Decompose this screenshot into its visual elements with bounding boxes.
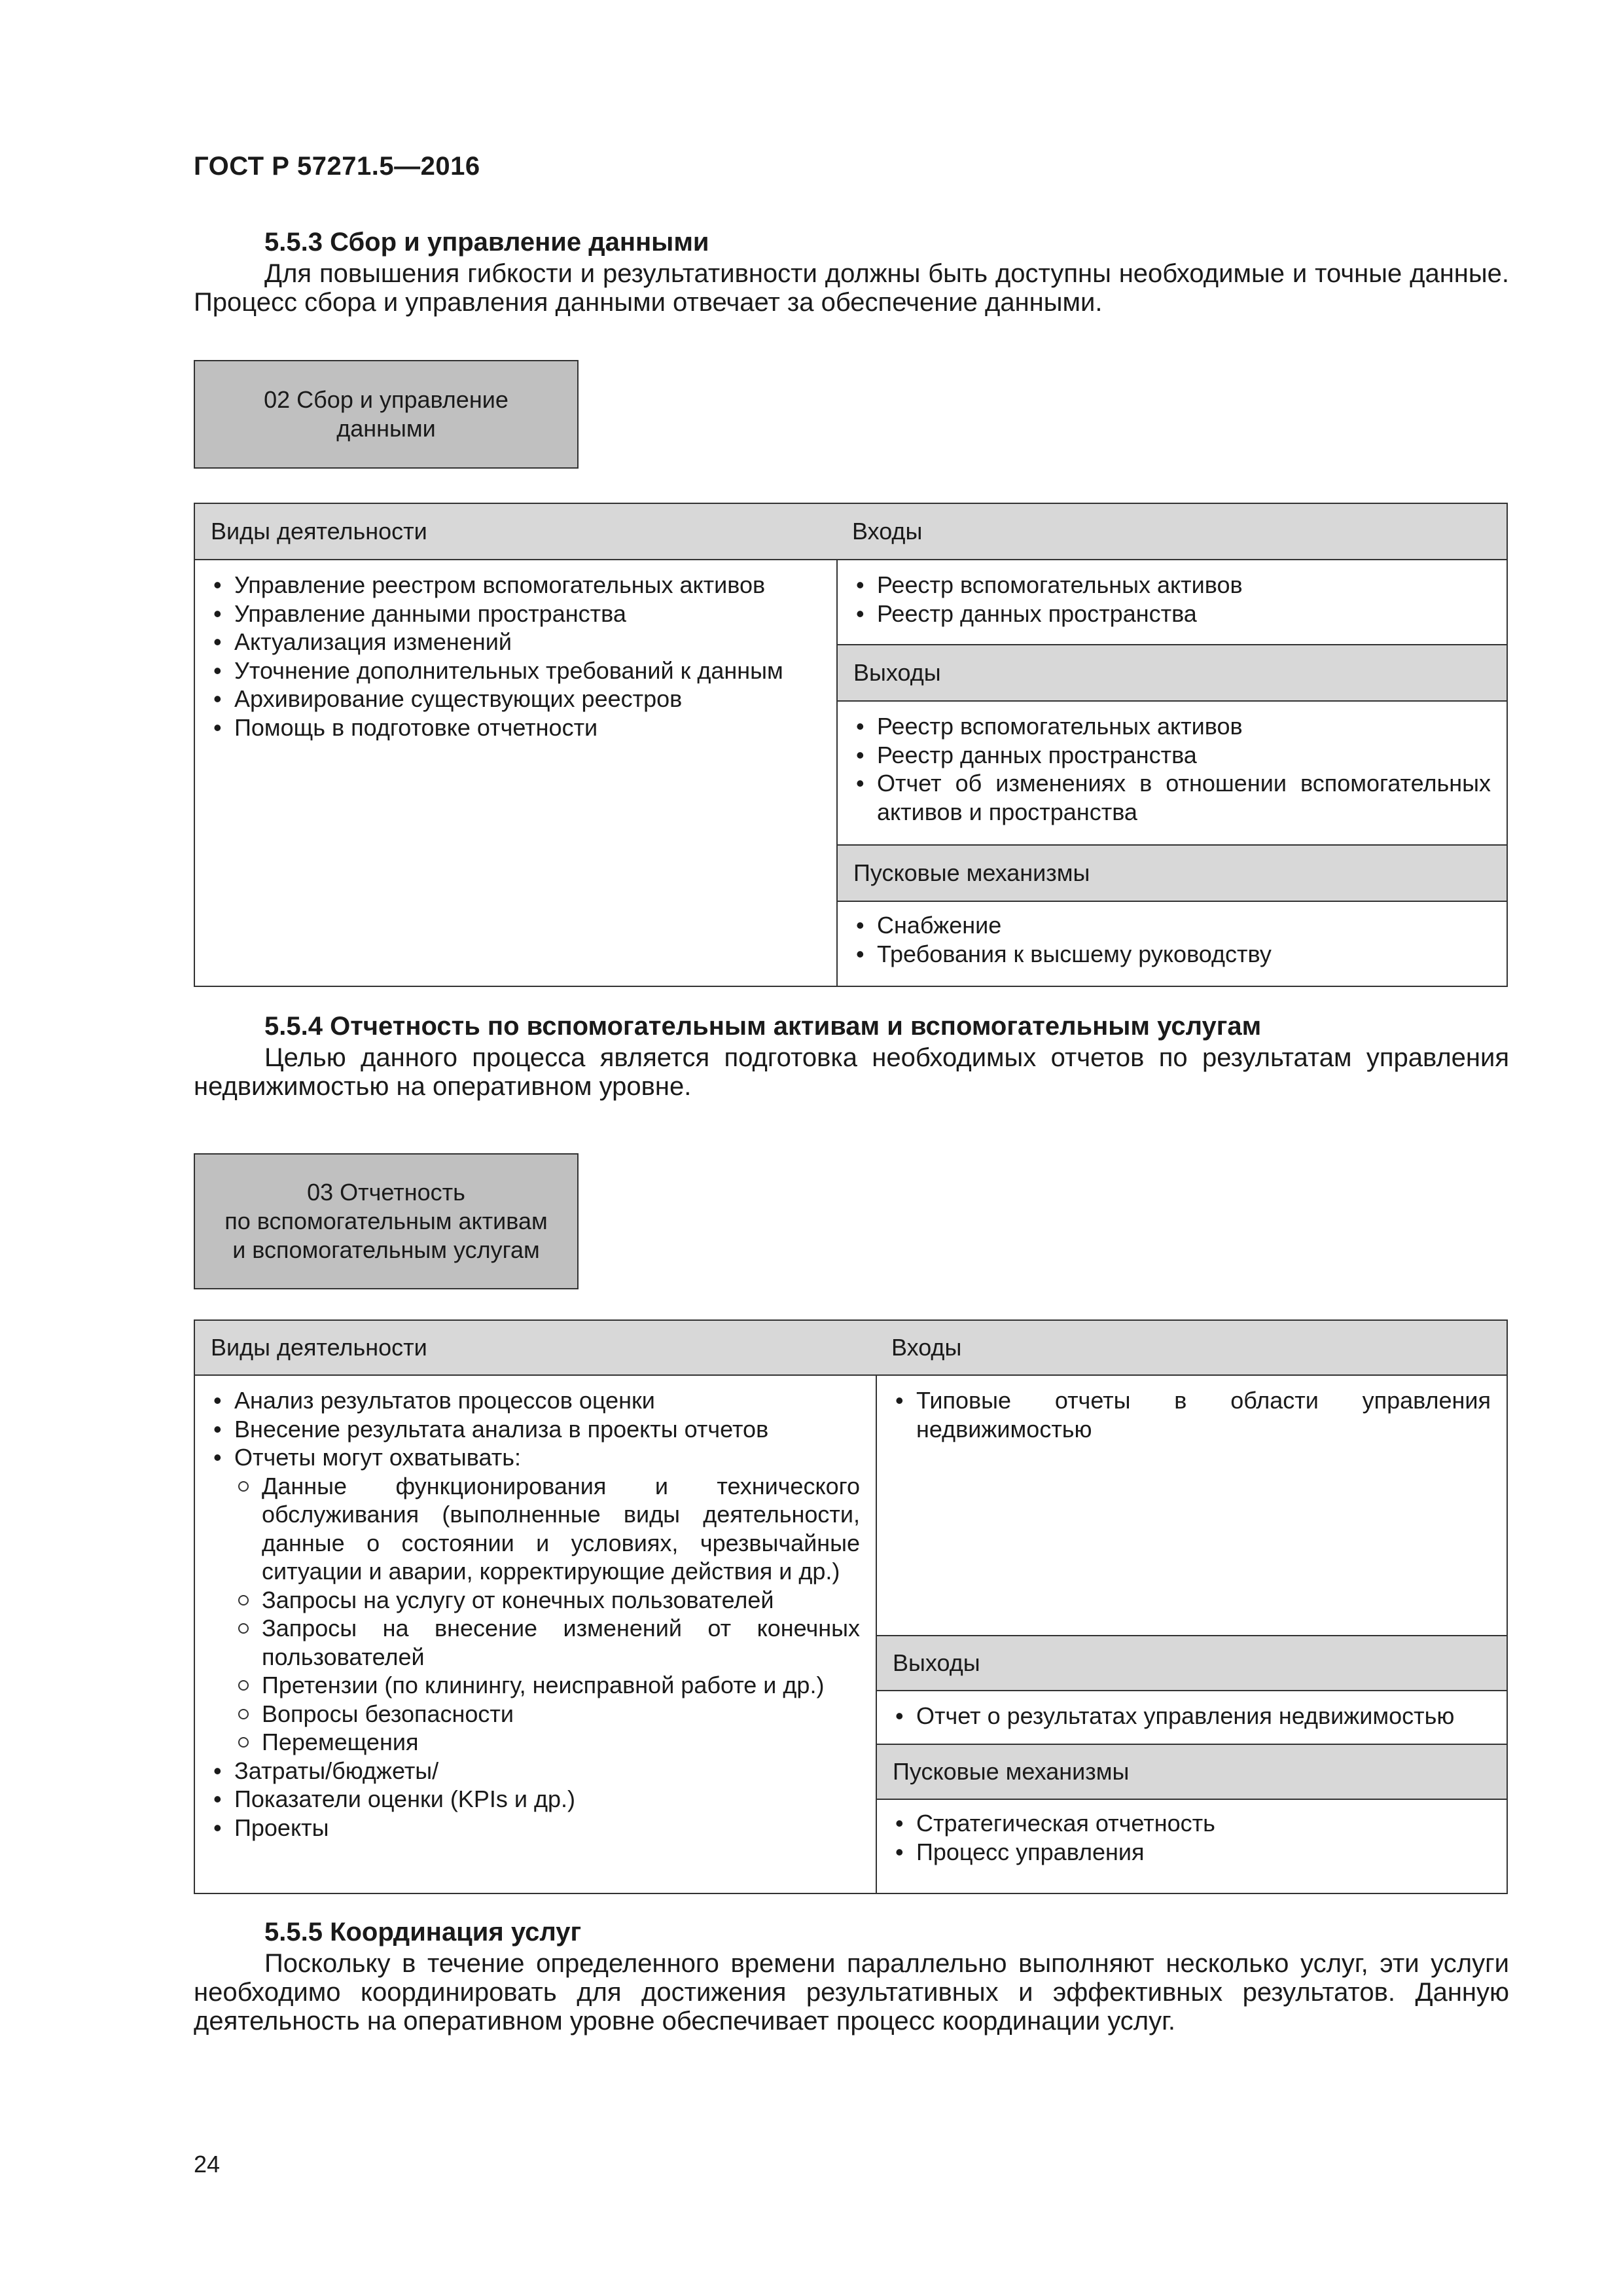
sublist-item: Вопросы безопасности bbox=[195, 1700, 860, 1729]
report-scope-sublist bbox=[195, 1472, 860, 1757]
list-item: • Стратегическая отчетность bbox=[877, 1809, 1493, 1838]
activities-list bbox=[195, 1386, 860, 1472]
outputs-header: Выходы bbox=[838, 644, 1507, 702]
list-item: • Требования к высшему руководству bbox=[838, 940, 1493, 969]
list-item: • Проекты bbox=[195, 1814, 860, 1842]
document-header: ГОСТ Р 57271.5—2016 bbox=[194, 152, 480, 181]
list-item: • Отчет об изменениях в отношении вспомогательных активов и пространства bbox=[838, 769, 1491, 826]
list-item: • Снабжение bbox=[838, 911, 1493, 940]
activities-cell bbox=[195, 571, 836, 742]
list-item: • Затраты/бюджеты/ bbox=[195, 1757, 860, 1785]
activities-header: Виды деятельности bbox=[195, 1321, 876, 1376]
outputs-list bbox=[877, 1702, 1496, 1731]
section-title-5-5-5: 5.5.5 Координация услуг bbox=[264, 1918, 582, 1946]
triggers-cell bbox=[877, 1809, 1507, 1866]
list-item: • Уточнение дополнительных требований к данным bbox=[195, 656, 823, 685]
sublist-item: Запросы на услугу от конечных пользователей bbox=[195, 1586, 860, 1615]
section-text-5-5-5: Поскольку в течение определенного времени параллельно выполняют несколько услуг, эти услуги необходимо координировать для достижения результативных и эффективных результатов. Данную деятельность на оперативном уровне обеспечивает процесс координации услуг. bbox=[194, 1949, 1509, 2036]
list-item: • Типовые отчеты в области управления недвижимостью bbox=[877, 1386, 1491, 1443]
list-item: • Реестр данных пространства bbox=[838, 600, 1493, 628]
inputs-header: Входы bbox=[836, 504, 1507, 560]
inputs-list bbox=[877, 1386, 1491, 1443]
triggers-header: Пусковые механизмы bbox=[838, 844, 1507, 902]
list-item: • Отчет о результатах управления недвижимостью bbox=[877, 1702, 1496, 1731]
sublist-item: Претензии (по клинингу, неисправной работе и др.) bbox=[195, 1671, 860, 1700]
sublist-item: Перемещения bbox=[195, 1728, 860, 1757]
list-item: • Реестр вспомогательных активов bbox=[838, 712, 1491, 741]
sublist-item: Запросы на внесение изменений от конечных пользователей bbox=[195, 1614, 860, 1671]
triggers-list bbox=[877, 1809, 1493, 1866]
triggers-list bbox=[838, 911, 1493, 968]
activities-list-continued bbox=[195, 1757, 860, 1842]
section-text-5-5-3: Для повышения гибкости и результативности должны быть доступны необходимые и точные данные. Процесс сбора и управления данными отвечает за обеспечение данными. bbox=[194, 259, 1509, 317]
outputs-cell bbox=[838, 712, 1507, 826]
list-item: • Помощь в подготовке отчетности bbox=[195, 713, 823, 742]
list-item: • Процесс управления bbox=[877, 1838, 1493, 1867]
list-item: • Актуализация изменений bbox=[195, 628, 823, 656]
page-number: 24 bbox=[194, 2151, 221, 2178]
list-item: • Управление реестром вспомогательных активов bbox=[195, 571, 823, 600]
activities-cell bbox=[195, 1386, 876, 1842]
process-table-02 bbox=[194, 503, 1508, 987]
inputs-cell bbox=[877, 1386, 1507, 1443]
outputs-cell bbox=[877, 1702, 1507, 1731]
list-item: • Показатели оценки (KPIs и др.) bbox=[195, 1785, 860, 1814]
process-box-02: 02 Сбор и управление данными bbox=[194, 360, 579, 469]
list-item: • Анализ результатов процессов оценки bbox=[195, 1386, 860, 1415]
process-table-03 bbox=[194, 1319, 1508, 1894]
list-item: • Архивирование существующих реестров bbox=[195, 685, 823, 713]
sublist-item: Данные функционирования и технического обслуживания (выполненные виды деятельности, данные о состоянии и условиях, чрезвычайные ситуации и аварии, корректирующие действия и др.) bbox=[195, 1472, 860, 1586]
list-item: • Управление данными пространства bbox=[195, 600, 823, 628]
section-title-5-5-4: 5.5.4 Отчетность по вспомогательным активам и вспомогательным услугам bbox=[264, 1012, 1262, 1041]
triggers-cell bbox=[838, 911, 1507, 968]
list-item: • Внесение результата анализа в проекты отчетов bbox=[195, 1415, 860, 1444]
inputs-header: Входы bbox=[876, 1321, 1507, 1376]
outputs-list bbox=[838, 712, 1491, 826]
process-box-03: 03 Отчетность по вспомогательным активам и вспомогательным услугам bbox=[194, 1153, 579, 1289]
activities-header: Виды деятельности bbox=[195, 504, 836, 560]
triggers-header: Пусковые механизмы bbox=[877, 1744, 1507, 1800]
list-item: • Реестр данных пространства bbox=[838, 741, 1491, 770]
inputs-list bbox=[838, 571, 1493, 628]
inputs-cell bbox=[838, 571, 1507, 628]
activities-list bbox=[195, 571, 823, 742]
outputs-header: Выходы bbox=[877, 1635, 1507, 1691]
list-item: • Отчеты могут охватывать: bbox=[195, 1443, 860, 1472]
section-title-5-5-3: 5.5.3 Сбор и управление данными bbox=[264, 228, 709, 257]
section-text-5-5-4: Целью данного процесса является подготовка необходимых отчетов по результатам управления недвижимостью на оперативном уровне. bbox=[194, 1043, 1509, 1101]
list-item: • Реестр вспомогательных активов bbox=[838, 571, 1493, 600]
